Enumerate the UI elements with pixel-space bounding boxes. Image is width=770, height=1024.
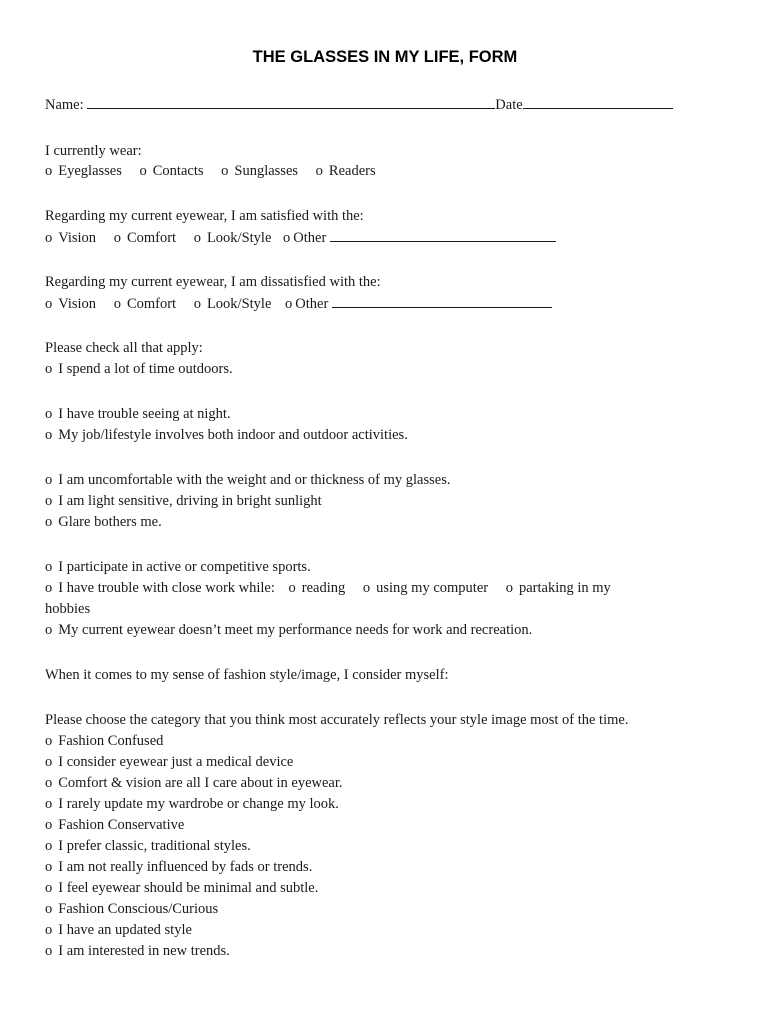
category-item[interactable]: o Fashion Conservative <box>45 817 185 833</box>
category-item[interactable]: o Comfort & vision are all I care about in eyewear. <box>45 775 343 791</box>
checkbox-icon[interactable]: o <box>45 775 53 791</box>
checkbox-icon[interactable]: o <box>283 230 291 246</box>
option-other[interactable]: o Other <box>285 296 329 312</box>
option-vision[interactable]: o Vision <box>45 296 97 312</box>
date-field[interactable] <box>523 94 673 109</box>
satisfied-prompt: Regarding my current eyewear, I am satisfied with the: <box>45 208 364 224</box>
satisfied-options <box>45 227 556 248</box>
check-prompt: Please check all that apply: <box>45 340 203 356</box>
checkbox-icon[interactable]: o <box>315 163 323 179</box>
fashion-prompt: When it comes to my sense of fashion style/image, I consider myself: <box>45 667 449 683</box>
check-item[interactable]: o I have trouble seeing at night. <box>45 406 231 422</box>
option-comfort[interactable]: o Comfort <box>113 296 177 312</box>
category-prompt: Please choose the category that you think most accurately reflects your style image most of the time. <box>45 712 629 728</box>
option-contacts[interactable]: o Contacts <box>139 163 204 179</box>
close-work-row <box>45 578 611 598</box>
option-sunglasses[interactable]: o Sunglasses <box>221 163 299 179</box>
checkbox-icon[interactable]: o <box>45 901 53 917</box>
checkbox-icon[interactable]: o <box>45 163 53 179</box>
check-item[interactable]: o My job/lifestyle involves both indoor and outdoor activities. <box>45 427 408 443</box>
checkbox-icon[interactable]: o <box>45 922 53 938</box>
name-label: Name: <box>45 97 84 113</box>
checkbox-icon[interactable]: o <box>45 622 53 638</box>
category-item[interactable]: o Fashion Confused <box>45 733 164 749</box>
current-wear-options <box>45 161 390 181</box>
checkbox-icon[interactable]: o <box>362 580 371 596</box>
option-using-computer[interactable]: o using my computer <box>362 580 489 596</box>
category-item[interactable]: o I feel eyewear should be minimal and subtle. <box>45 880 319 896</box>
category-item[interactable]: o I am not really influenced by fads or trends. <box>45 859 313 875</box>
option-eyeglasses[interactable]: o Eyeglasses <box>45 163 122 179</box>
checkbox-icon[interactable]: o <box>45 859 53 875</box>
date-label: Date <box>495 97 523 113</box>
checkbox-icon[interactable]: o <box>505 580 513 596</box>
checkbox-icon[interactable]: o <box>45 406 53 422</box>
option-reading[interactable]: o reading <box>288 580 346 596</box>
checkbox-icon[interactable]: o <box>45 493 53 509</box>
option-vision[interactable]: o Vision <box>45 230 97 246</box>
category-item[interactable]: o I have an updated style <box>45 922 192 938</box>
option-other[interactable]: o Other <box>283 230 327 246</box>
close-work-continuation: hobbies <box>45 601 91 617</box>
option-look-style[interactable]: o Look/Style <box>193 230 272 246</box>
dissatisfied-prompt: Regarding my current eyewear, I am dissatisfied with the: <box>45 274 381 290</box>
checkbox-icon[interactable]: o <box>139 163 147 179</box>
checkbox-icon[interactable]: o <box>45 559 53 575</box>
dissatisfied-options <box>45 293 552 314</box>
option-comfort[interactable]: o Comfort <box>113 230 177 246</box>
checkbox-icon[interactable]: o <box>193 230 201 246</box>
check-item[interactable]: o I spend a lot of time outdoors. <box>45 361 233 377</box>
checkbox-icon[interactable]: o <box>45 943 53 959</box>
form-title: THE GLASSES IN MY LIFE, FORM <box>252 48 518 66</box>
checkbox-icon[interactable]: o <box>193 296 201 312</box>
checkbox-icon[interactable]: o <box>113 296 121 312</box>
name-field[interactable] <box>87 94 495 109</box>
option-partaking[interactable]: o partaking in my <box>505 580 611 596</box>
current-wear-prompt: I currently wear: <box>45 143 142 159</box>
checkbox-icon[interactable]: o <box>288 580 296 596</box>
check-item[interactable]: o My current eyewear doesn’t meet my performance needs for work and recreation. <box>45 622 533 638</box>
dissatisfied-other-field[interactable] <box>332 293 552 308</box>
checkbox-icon[interactable]: o <box>45 838 53 854</box>
check-item[interactable]: o I am uncomfortable with the weight and or thickness of my glasses. <box>45 472 451 488</box>
checkbox-icon[interactable]: o <box>45 514 53 530</box>
category-item[interactable]: o Fashion Conscious/Curious <box>45 901 219 917</box>
checkbox-icon[interactable]: o <box>45 580 53 596</box>
check-item[interactable]: o Glare bothers me. <box>45 514 162 530</box>
checkbox-icon[interactable]: o <box>45 880 53 896</box>
checkbox-icon[interactable]: o <box>45 230 53 246</box>
checkbox-icon[interactable]: o <box>45 427 53 443</box>
checkbox-icon[interactable]: o <box>45 754 53 770</box>
check-item[interactable]: o I participate in active or competitive sports. <box>45 559 311 575</box>
category-item[interactable]: o I rarely update my wardrobe or change my look. <box>45 796 339 812</box>
satisfied-other-field[interactable] <box>330 227 556 242</box>
category-item[interactable]: o I am interested in new trends. <box>45 943 230 959</box>
close-work-item[interactable]: o I have trouble with close work while: <box>45 580 275 596</box>
category-item[interactable]: o I consider eyewear just a medical device <box>45 754 294 770</box>
checkbox-icon[interactable]: o <box>45 733 53 749</box>
checkbox-icon[interactable]: o <box>45 361 53 377</box>
checkbox-icon[interactable]: o <box>221 163 229 179</box>
category-item[interactable]: o I prefer classic, traditional styles. <box>45 838 251 854</box>
checkbox-icon[interactable]: o <box>45 472 53 488</box>
checkbox-icon[interactable]: o <box>45 817 53 833</box>
checkbox-icon[interactable]: o <box>45 296 53 312</box>
checkbox-icon[interactable]: o <box>45 796 53 812</box>
checkbox-icon[interactable]: o <box>113 230 121 246</box>
option-readers[interactable]: o Readers <box>315 163 376 179</box>
checkbox-icon[interactable]: o <box>285 296 293 312</box>
option-look-style[interactable]: o Look/Style <box>193 296 272 312</box>
check-item[interactable]: o I am light sensitive, driving in bright sunlight <box>45 493 322 509</box>
name-date-row <box>45 94 673 115</box>
